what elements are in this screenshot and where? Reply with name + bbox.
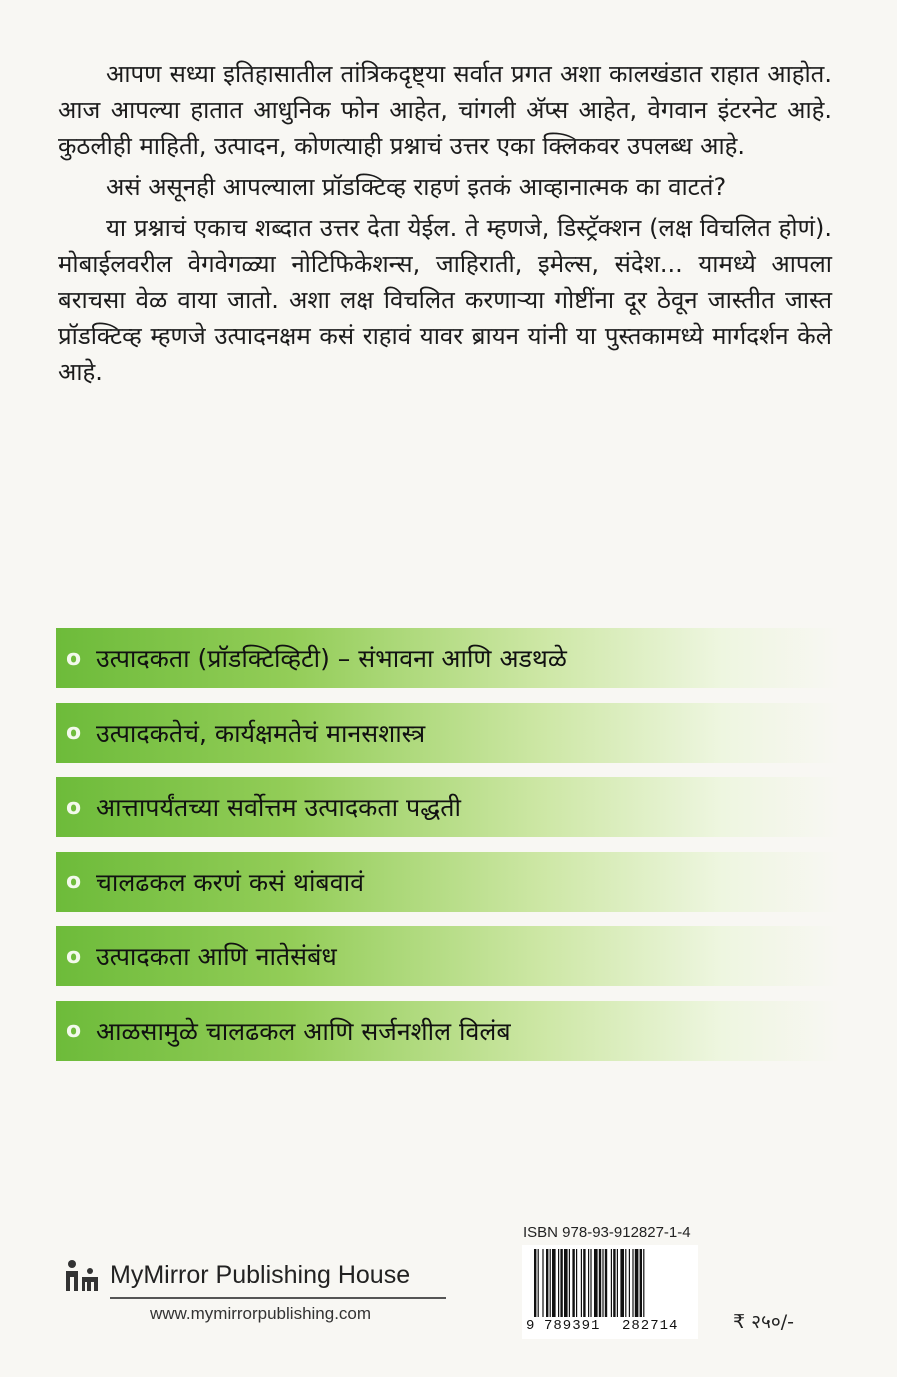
topic-label: उत्पादकता आणि नातेसंबंध (96, 942, 337, 972)
topic-item (56, 852, 840, 912)
topic-label: उत्पादकतेचं, कार्यक्षमतेचं मानसशास्त्र (96, 718, 426, 748)
bullet-icon: o (66, 943, 82, 969)
blurb-paragraph-2: असं असूनही आपल्याला प्रॉडक्टिव्ह राहणं इतकं आव्हानात्मक का वाटतं? (106, 173, 727, 201)
topic-item (56, 703, 840, 763)
bullet-icon: o (66, 720, 82, 746)
topic-label: आत्तापर्यंतच्या सर्वोत्तम उत्पादकता पद्धती (96, 793, 461, 823)
blurb-text (58, 56, 832, 395)
isbn-label: ISBN 978-93-912827-1-4 (523, 1224, 691, 1241)
bullet-icon: o (66, 1018, 82, 1044)
price-label: ₹ २५०/- (733, 1311, 795, 1333)
topic-item (56, 777, 840, 837)
barcode-digits-left: 789391 (544, 1318, 601, 1334)
bullet-icon: o (66, 869, 82, 895)
topic-label: चालढकल करणं कसं थांबवावं (96, 867, 364, 897)
barcode (522, 1245, 698, 1339)
divider (110, 1297, 446, 1299)
topic-item (56, 926, 840, 986)
bullet-icon: o (66, 645, 82, 671)
barcode-digit-first: 9 (526, 1318, 535, 1334)
barcode-digits (526, 1318, 696, 1334)
mymirror-logo-icon (64, 1259, 104, 1293)
blurb-paragraph-1: आपण सध्या इतिहासातील तांत्रिकदृष्ट्या सर्वात प्रगत अशा कालखंडात राहात आहोत. आज आपल्या हातात आधुनिक फोन आहेत, चांगली अ‍ॅप्स आहेत, वेगवान इंटरनेट आहे. कुठलीही माहिती, उत्पादन, कोणत्याही प्रश्नाचं उत्तर एका क्लिकवर उपलब्ध आहे. (58, 60, 832, 160)
publisher-url: www.mymirrorpublishing.com (150, 1304, 372, 1323)
publisher-name: MyMirror Publishing House (110, 1261, 411, 1289)
topic-label: उत्पादकता (प्रॉडक्टिव्हिटी) – संभावना आणि अडथळे (96, 644, 567, 673)
topic-label: आळसामुळे चालढकल आणि सर्जनशील विलंब (96, 1016, 511, 1046)
barcode-digits-right: 282714 (622, 1318, 679, 1334)
bullet-icon: o (66, 794, 82, 820)
barcode-icon (534, 1249, 686, 1317)
blurb-paragraph-3: या प्रश्नाचं एकाच शब्दात उत्तर देता येईल. ते म्हणजे, डिस्ट्रॅक्शन (लक्ष विचलित होणं). मोबाईलवरील वेगवेगळ्या नोटिफिकेशन्स, जाहिराती, इमेल्स, संदेश... यामध्ये आपला बराचसा वेळ वाया जातो. अशा लक्ष विचलित करणाऱ्या गोष्टींना दूर ठेवून जास्तीत जास्त प्रॉडक्टिव्ह म्हणजे उत्पादनक्षम कसं राहावं यावर ब्रायन यांनी या पुस्तकामध्ये मार्गदर्शन केले आहे. (58, 214, 832, 386)
topic-item (56, 628, 840, 688)
topic-list (56, 628, 840, 1076)
topic-item (56, 1001, 840, 1061)
